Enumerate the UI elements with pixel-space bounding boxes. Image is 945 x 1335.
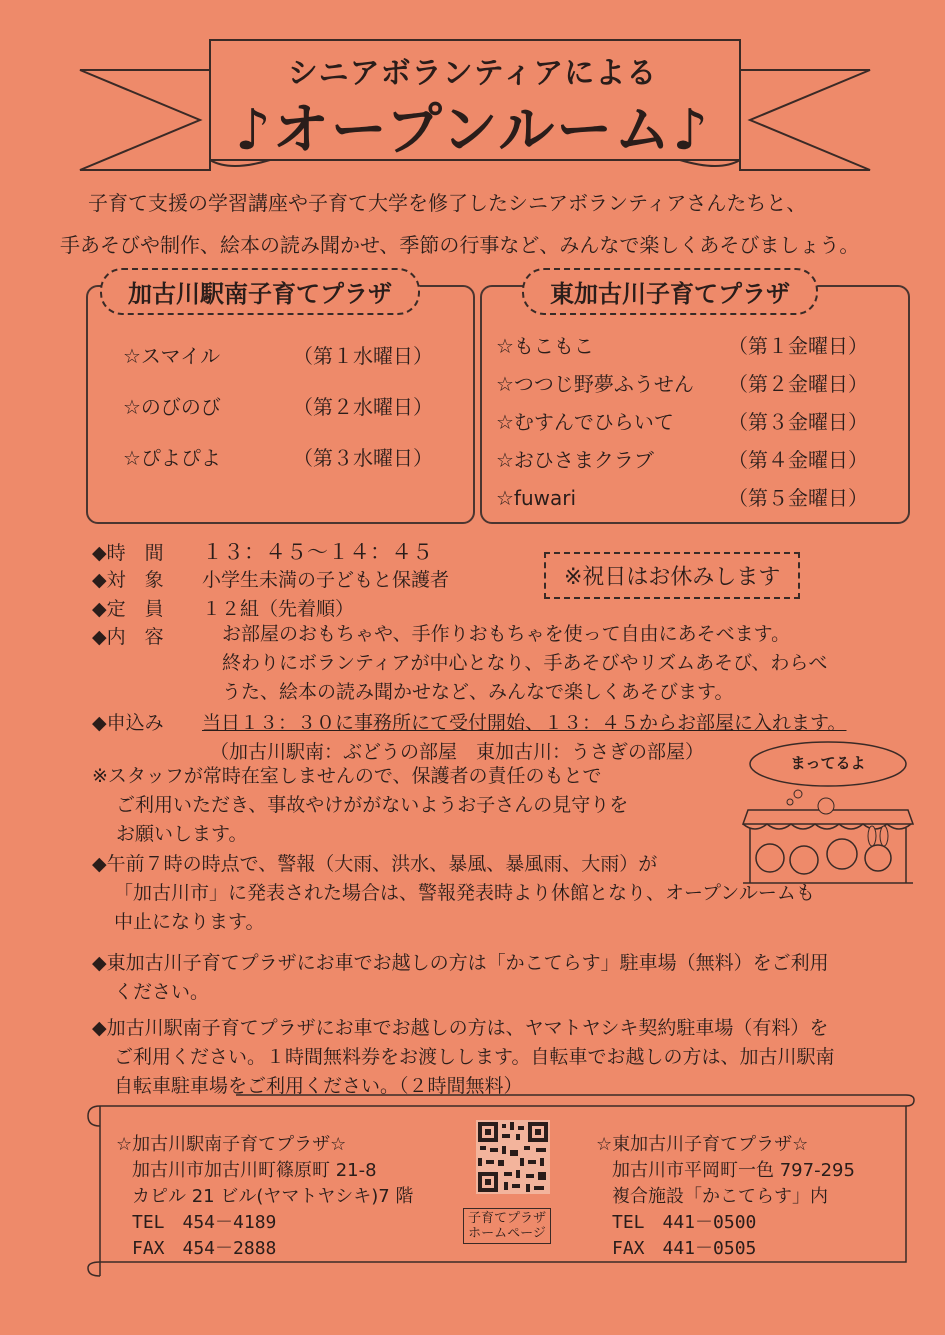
intro-line-1: 子育て支援の学習講座や子育て大学を修了したシニアボランティアさんたちと、 <box>88 191 807 215</box>
speech-bubble-text: まってるよ <box>790 754 866 772</box>
east-group-2: ☆つつじ野夢ふうせん （第２金曜日） <box>496 372 868 396</box>
rooms-text: （加古川駅南：ぶどうの部屋 東加古川：うさぎの部屋） <box>210 741 705 763</box>
target-row: ◆対 象 小学生未満の子どもと保護者 <box>92 569 450 591</box>
east-group-5: ☆fuwari （第５金曜日） <box>496 486 868 510</box>
capacity-row: ◆定 員 １２組（先着順） <box>92 598 355 620</box>
holiday-notice: ※祝日はお休みします <box>544 552 800 599</box>
south-contact: ☆加古川駅南子育てプラザ☆ 加古川市加古川町篠原町 21-8 カピル 21 ビル(ヤマトヤシキ)7 階 TEL 454－4189 FAX 454－2888 <box>116 1134 414 1259</box>
east-group-1: ☆もこもこ （第１金曜日） <box>496 334 868 358</box>
south-group-1: ☆スマイル （第１水曜日） <box>123 344 433 368</box>
subtitle: シニアボランティアによる <box>287 56 658 91</box>
apply-row: ◆申込み 当日１３：３０に事務所にて受付開始、１３：４５からお部屋に入れます。 <box>92 712 847 734</box>
east-contact: ☆東加古川子育てプラザ☆ 加古川市平岡町一色 797-295 複合施設「かこてらす」内 TEL 441－0500 FAX 441－0505 <box>596 1134 855 1259</box>
qr-code[interactable] <box>476 1120 550 1194</box>
staff-note: ※スタッフが常時在室しませんので、保護者の責任のもとで ご利用いただき、事故やけががないようお子さんの見守りを お願いします。 <box>92 765 629 845</box>
content-label: ◆内 容 <box>92 626 164 648</box>
south-plaza-heading: 加古川駅南子育てプラザ <box>100 268 420 315</box>
east-plaza-heading: 東加古川子育てプラザ <box>522 268 818 315</box>
south-group-2: ☆のびのび （第２水曜日） <box>123 395 433 419</box>
time-row: ◆時 間 １３：４５～１４：４５ <box>92 540 433 564</box>
east-parking-note: ◆東加古川子育てプラザにお車でお越しの方は「かこてらす」駐車場（無料）をご利用 ください。 <box>92 952 829 1003</box>
page-title: ♪オープンルーム♪ <box>234 98 711 163</box>
south-parking-note: ◆加古川駅南子育てプラザにお車でお越しの方は、ヤマトヤシキ契約駐車場（有料）を ご利用ください。１時間無料券をお渡しします。自転車でお越しの方は、加古川駅南 自転車駐車場をご利用ください。（２時間無料） <box>92 1017 835 1097</box>
qr-label: 子育てプラザ ホームページ <box>463 1208 551 1244</box>
intro-line-2: 手あそびや制作、絵本の読み聞かせ、季節の行事など、みんなで楽しくあそびましょう。 <box>60 233 860 257</box>
south-group-3: ☆ぴよぴよ （第３水曜日） <box>123 446 433 470</box>
east-group-3: ☆むすんでひらいて （第３金曜日） <box>496 410 868 434</box>
content-text: お部屋のおもちゃや、手作りおもちゃを使って自由にあそべます。 終わりにボランティアが中心となり、手あそびやリズムあそび、わらべ うた、絵本の読み聞かせなど、みんなで楽しくあそびます。 <box>222 623 828 703</box>
east-group-4: ☆おひさまクラブ （第４金曜日） <box>496 448 868 472</box>
warning-note: ◆午前７時の時点で、警報（大雨、洪水、暴風、暴風雨、大雨）が 「加古川市」に発表された場合は、警報発表時より休館となり、オープンルームも 中止になります。 <box>92 853 815 933</box>
